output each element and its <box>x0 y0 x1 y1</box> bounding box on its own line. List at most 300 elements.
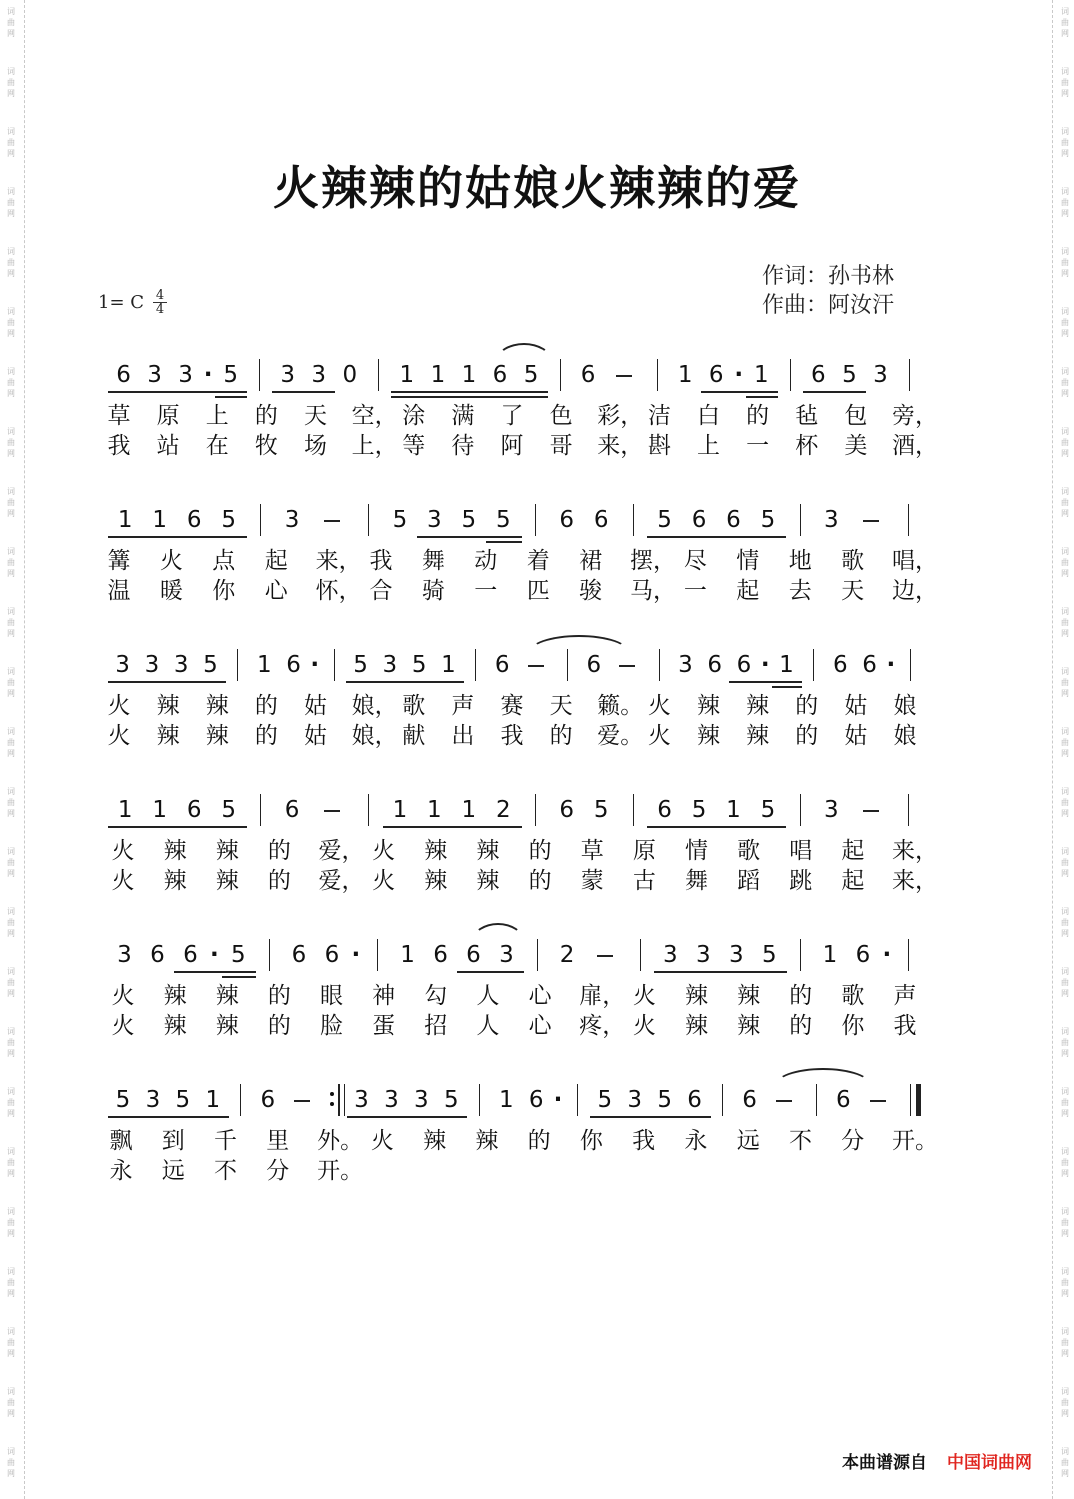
note-6: 6 <box>855 942 871 968</box>
lyric-syllable: 起 <box>841 868 865 894</box>
note-5: 5 <box>115 1087 131 1113</box>
watermark-char: 词 <box>1061 967 1069 976</box>
lyrics-verse-1 <box>0 836 1074 866</box>
note-3: 3 <box>354 1087 369 1113</box>
watermark-char: 网 <box>7 629 15 638</box>
watermark-char: 曲 <box>1061 258 1069 267</box>
watermark-char: 曲 <box>1061 1278 1069 1287</box>
lyric-syllable: 的 <box>528 838 552 864</box>
lyrics-verse-2 <box>0 1011 1074 1041</box>
lyric-syllable: 你 <box>212 578 236 604</box>
note-3: 3 <box>117 942 132 968</box>
lyric-syllable: 起 <box>841 838 865 864</box>
lyric-syllable: 娘， <box>351 693 398 719</box>
lyric-syllable: 扉， <box>579 983 626 1009</box>
lyric-syllable: 原 <box>632 838 656 864</box>
lyric-syllable: 的 <box>795 693 819 719</box>
augmentation-dot: · <box>210 942 219 968</box>
note-5: 5 <box>203 652 218 678</box>
note-5: 5 <box>597 1087 613 1113</box>
watermark-char: 曲 <box>7 798 15 807</box>
note-5: 5 <box>411 652 427 678</box>
watermark-char: 词 <box>7 607 15 616</box>
watermark-char: 词 <box>7 547 15 556</box>
lyric-syllable: 情 <box>684 838 708 864</box>
lyric-syllable: 我 <box>107 433 131 459</box>
lyricist-name: 孙书林 <box>828 264 895 289</box>
note-3: 3 <box>427 507 442 533</box>
watermark-char: 词 <box>1061 1267 1069 1276</box>
lyric-syllable: 我 <box>632 1128 656 1154</box>
lyricist-credit <box>762 262 894 291</box>
lyric-syllable: 裙 <box>579 548 603 574</box>
song-title: 火辣辣的姑娘火辣辣的爱 <box>273 161 801 215</box>
lyric-syllable: 彩， <box>597 403 644 429</box>
note-6: 6 <box>559 797 575 823</box>
lyric-syllable: 辣 <box>684 1013 708 1039</box>
note-1: 1 <box>498 1087 514 1113</box>
note-3: 3 <box>499 942 514 968</box>
watermark-char: 曲 <box>1061 738 1069 747</box>
watermark-char: 网 <box>7 449 15 458</box>
watermark-char: 曲 <box>1061 798 1069 807</box>
watermark-mark-left-20 <box>3 1206 19 1239</box>
lyric-syllable: 脸 <box>320 1013 344 1039</box>
watermark-char: 词 <box>7 187 15 196</box>
lyric-syllable: 篝 <box>107 548 131 574</box>
watermark-char: 曲 <box>1061 978 1069 987</box>
lyric-syllable: 在 <box>205 433 229 459</box>
note-1: 1 <box>779 652 794 678</box>
slur <box>528 635 630 653</box>
note-0: 0 <box>342 362 358 388</box>
watermark-char: 曲 <box>1061 1398 1069 1407</box>
lyric-syllable: 斟 <box>647 433 671 459</box>
watermark-char: 曲 <box>7 1038 15 1047</box>
lyric-syllable: 心 <box>528 1013 552 1039</box>
source-footer <box>842 1448 1032 1473</box>
note-6: 6 <box>284 797 300 823</box>
watermark-char: 网 <box>1061 689 1069 698</box>
lyric-syllable: 出 <box>451 723 475 749</box>
slur <box>774 1068 872 1086</box>
lyric-syllable: 姑 <box>304 723 327 749</box>
duration-underline <box>746 396 778 398</box>
watermark-char: 词 <box>7 1207 15 1216</box>
time-signature <box>150 289 170 316</box>
watermark-char: 词 <box>1061 1027 1069 1036</box>
watermark-char: 词 <box>1061 727 1069 736</box>
watermark-mark-right-1 <box>1057 66 1073 99</box>
watermark-char: 词 <box>1061 127 1069 136</box>
duration-underline <box>215 396 247 398</box>
watermark-char: 网 <box>1061 749 1069 758</box>
lyric-syllable: 辣 <box>215 868 239 894</box>
watermark-mark-left-5 <box>3 306 19 339</box>
barline <box>259 359 260 391</box>
lyric-syllable: 去 <box>788 578 812 604</box>
note-3: 3 <box>178 362 193 388</box>
note-3: 3 <box>145 1087 161 1113</box>
note-6: 6 <box>494 652 510 678</box>
watermark-char: 词 <box>1061 247 1069 256</box>
barline <box>633 504 634 536</box>
watermark-char: 网 <box>1061 149 1069 158</box>
lyric-syllable: 远 <box>736 1128 760 1154</box>
lyrics-verse-2 <box>0 431 1074 461</box>
source-label: 本曲谱源自 <box>842 1453 927 1473</box>
note-3: 3 <box>824 797 839 823</box>
watermark-char: 曲 <box>1061 18 1069 27</box>
notation-row <box>0 935 1074 975</box>
final-barline <box>916 1084 921 1116</box>
note-6: 6 <box>492 362 508 388</box>
lyric-syllable: 情 <box>736 548 760 574</box>
note-6: 6 <box>528 1087 544 1113</box>
sustain-dash <box>863 810 879 812</box>
augmentation-dot: · <box>203 362 213 388</box>
watermark-char: 网 <box>1061 1289 1069 1298</box>
barline <box>577 1084 578 1116</box>
note-5: 5 <box>691 797 707 823</box>
note-6: 6 <box>742 1087 757 1113</box>
barline <box>377 939 378 971</box>
credits <box>762 262 894 320</box>
watermark-char: 网 <box>7 989 15 998</box>
note-6: 6 <box>260 1087 276 1113</box>
watermark-char: 词 <box>1061 907 1069 916</box>
note-5: 5 <box>461 507 477 533</box>
barline <box>560 359 561 391</box>
watermark-char: 网 <box>1061 569 1069 578</box>
watermark-mark-left-23 <box>3 1386 19 1419</box>
barline <box>368 504 369 536</box>
watermark-char: 网 <box>1061 449 1069 458</box>
barline <box>368 794 369 826</box>
lyric-syllable: 姑 <box>844 723 868 749</box>
note-5: 5 <box>760 797 776 823</box>
lyric-syllable: 杯 <box>795 433 819 459</box>
lyric-syllable: 心 <box>264 578 288 604</box>
lyric-syllable: 火 <box>632 1013 656 1039</box>
lyric-syllable: 辣 <box>205 723 229 749</box>
lyric-syllable: 声 <box>893 983 917 1009</box>
lyric-syllable: 辣 <box>424 868 448 894</box>
lyric-syllable: 火 <box>111 868 135 894</box>
lyric-syllable: 包 <box>844 403 868 429</box>
lyric-syllable: 站 <box>156 433 180 459</box>
lyric-syllable: 点 <box>212 548 236 574</box>
barline <box>813 649 814 681</box>
note-6: 6 <box>183 942 198 968</box>
watermark-char: 网 <box>7 329 15 338</box>
watermark-char: 词 <box>7 487 15 496</box>
lyric-syllable: 空， <box>351 403 398 429</box>
lyric-syllable: 唱 <box>789 838 813 864</box>
lyric-syllable: 辣 <box>746 693 770 719</box>
note-6: 6 <box>835 1087 851 1113</box>
lyric-syllable: 分 <box>841 1128 865 1154</box>
lyric-syllable: 的 <box>267 1013 291 1039</box>
watermark-mark-left-24 <box>3 1446 19 1479</box>
watermark-char: 曲 <box>1061 1158 1069 1167</box>
watermark-mark-right-5 <box>1057 306 1073 339</box>
watermark-char: 曲 <box>1061 558 1069 567</box>
watermark-char: 网 <box>7 1049 15 1058</box>
lyric-syllable: 辣 <box>423 1128 447 1154</box>
watermark-char: 词 <box>1061 307 1069 316</box>
sustain-dash <box>528 665 544 667</box>
note-6: 6 <box>116 362 131 388</box>
watermark-char: 词 <box>1061 547 1069 556</box>
lyric-syllable: 辣 <box>205 693 229 719</box>
note-6: 6 <box>580 362 596 388</box>
watermark-char: 词 <box>1061 7 1069 16</box>
watermark-char: 网 <box>1061 1409 1069 1418</box>
watermark-char: 曲 <box>1061 1098 1069 1107</box>
watermark-char: 词 <box>1061 187 1069 196</box>
lyric-syllable: 我 <box>893 1013 917 1039</box>
note-3: 3 <box>384 1087 399 1113</box>
watermark-char: 网 <box>7 749 15 758</box>
lyric-syllable: 动 <box>474 548 498 574</box>
lyric-syllable: 天 <box>841 578 865 604</box>
lyric-syllable: 色 <box>549 403 573 429</box>
lyric-syllable: 草 <box>580 838 604 864</box>
lyric-syllable: 辣 <box>697 693 720 719</box>
watermark-char: 词 <box>1061 787 1069 796</box>
watermark-char: 网 <box>7 1469 15 1478</box>
watermark-char: 词 <box>7 727 15 736</box>
watermark-mark-left-10 <box>3 606 19 639</box>
watermark-char: 词 <box>7 1147 15 1156</box>
lyric-syllable: 你 <box>579 1128 603 1154</box>
watermark-char: 曲 <box>1061 198 1069 207</box>
watermark-char: 网 <box>7 509 15 518</box>
note-1: 1 <box>822 942 838 968</box>
lyric-syllable: 的 <box>549 723 573 749</box>
augmentation-dot: · <box>886 652 896 678</box>
lyric-syllable: 到 <box>161 1128 185 1154</box>
lyric-syllable: 火 <box>111 1013 135 1039</box>
note-1: 1 <box>427 797 442 823</box>
note-6: 6 <box>286 652 301 678</box>
watermark-char: 曲 <box>1061 618 1069 627</box>
lyric-syllable: 赛 <box>500 693 524 719</box>
note-1: 1 <box>256 652 272 678</box>
note-5: 5 <box>353 652 368 678</box>
note-1: 1 <box>400 942 415 968</box>
lyric-syllable: 火 <box>372 838 396 864</box>
notation-row <box>0 790 1074 830</box>
note-3: 3 <box>115 652 130 678</box>
barline <box>640 939 641 971</box>
sustain-dash <box>597 955 613 957</box>
lyric-syllable: 千 <box>214 1128 238 1154</box>
slur <box>496 343 552 361</box>
lyric-syllable: 辣 <box>697 723 720 749</box>
watermark-char: 曲 <box>7 198 15 207</box>
lyric-syllable: 娘 <box>893 723 917 749</box>
watermark-mark-right-10 <box>1057 606 1073 639</box>
lyric-syllable: 娘， <box>351 723 398 749</box>
lyric-syllable: 里 <box>266 1128 290 1154</box>
lyric-syllable: 美 <box>844 433 868 459</box>
lyrics-verse-1 <box>0 981 1074 1011</box>
time-signature-numerator: 4 <box>153 289 167 303</box>
note-5: 5 <box>657 1087 672 1113</box>
watermark-char: 网 <box>7 1169 15 1178</box>
note-3: 3 <box>173 652 189 678</box>
barline <box>269 939 270 971</box>
duration-underline <box>453 396 485 398</box>
note-3: 3 <box>678 652 693 678</box>
lyrics-verse-1 <box>0 1126 1074 1156</box>
source-site-link[interactable]: 中国词曲网 <box>947 1453 1032 1473</box>
watermark-mark-right-24 <box>1057 1446 1073 1479</box>
barline <box>800 939 801 971</box>
lyric-syllable: 马， <box>630 578 676 604</box>
lyric-syllable: 的 <box>528 868 552 894</box>
barline <box>909 359 910 391</box>
lyric-syllable: 外。 <box>317 1128 364 1154</box>
watermark-mark-left-0 <box>3 6 19 39</box>
note-6: 6 <box>811 362 826 388</box>
lyric-syllable: 原 <box>156 403 180 429</box>
lyric-syllable: 歌 <box>402 693 426 719</box>
lyrics-verse-2 <box>0 866 1074 896</box>
lyric-syllable: 辣 <box>737 983 761 1009</box>
duration-underline <box>486 541 521 543</box>
watermark-char: 曲 <box>1061 138 1069 147</box>
watermark-char: 词 <box>1061 1447 1069 1456</box>
watermark-char: 词 <box>7 1267 15 1276</box>
lyric-syllable: 不 <box>214 1158 238 1184</box>
lyric-syllable: 不 <box>788 1128 812 1154</box>
lyric-syllable: 天 <box>304 403 327 429</box>
lyric-syllable: 献 <box>402 723 426 749</box>
lyric-syllable: 姑 <box>304 693 327 719</box>
lyrics-verse-2 <box>0 576 1074 606</box>
watermark-char: 词 <box>7 1027 15 1036</box>
lyric-syllable: 的 <box>254 693 278 719</box>
note-6: 6 <box>832 652 848 678</box>
barline <box>537 939 538 971</box>
lyric-syllable: 人 <box>476 1013 500 1039</box>
lyric-syllable: 籁。 <box>597 693 644 719</box>
note-6: 6 <box>708 362 724 388</box>
lyric-syllable: 来， <box>597 433 644 459</box>
watermark-char: 网 <box>1061 1049 1069 1058</box>
lyrics-verse-1 <box>0 691 1074 721</box>
watermark-mark-left-21 <box>3 1266 19 1299</box>
lyric-syllable: 阿 <box>500 433 524 459</box>
watermark-char: 曲 <box>7 498 15 507</box>
watermark-mark-left-4 <box>3 246 19 279</box>
augmentation-dot: · <box>553 1087 563 1113</box>
watermark-char: 网 <box>7 1349 15 1358</box>
note-3: 3 <box>873 362 888 388</box>
lyric-syllable: 尽 <box>683 548 707 574</box>
note-6: 6 <box>150 942 165 968</box>
augmentation-dot: · <box>734 362 744 388</box>
barline <box>816 1084 817 1116</box>
barline <box>479 1084 480 1116</box>
barline <box>237 649 238 681</box>
lyric-syllable: 的 <box>789 1013 813 1039</box>
watermark-char: 网 <box>1061 929 1069 938</box>
note-3: 3 <box>414 1087 429 1113</box>
watermark-char: 曲 <box>7 18 15 27</box>
note-5: 5 <box>842 362 857 388</box>
barline <box>908 939 909 971</box>
barline <box>908 794 909 826</box>
lyric-syllable: 我 <box>369 548 393 574</box>
watermark-mark-left-1 <box>3 66 19 99</box>
watermark-char: 网 <box>7 209 15 218</box>
lyric-syllable: 辣 <box>475 1128 499 1154</box>
lyric-syllable: 旁， <box>892 403 938 429</box>
time-signature-denominator: 4 <box>155 302 165 317</box>
watermark-char: 曲 <box>7 1218 15 1227</box>
lyric-syllable: 白 <box>697 403 720 429</box>
notation-row <box>0 1080 1074 1120</box>
watermark-char: 曲 <box>7 918 15 927</box>
notation-row <box>0 500 1074 540</box>
note-6: 6 <box>291 942 307 968</box>
lyric-syllable: 一 <box>683 578 707 604</box>
note-3: 3 <box>824 507 839 533</box>
watermark-char: 曲 <box>7 1398 15 1407</box>
lyric-syllable: 火 <box>632 983 656 1009</box>
barline <box>790 359 791 391</box>
lyric-syllable: 辣 <box>163 838 187 864</box>
lyric-syllable: 永 <box>684 1128 708 1154</box>
watermark-char: 曲 <box>7 1338 15 1347</box>
lyric-syllable: 等 <box>402 433 426 459</box>
lyric-syllable: 的 <box>254 403 278 429</box>
lyric-syllable: 来， <box>892 868 938 894</box>
composer-name: 阿汝汗 <box>828 293 895 318</box>
note-6: 6 <box>657 797 672 823</box>
watermark-char: 网 <box>7 1109 15 1118</box>
watermark-char: 曲 <box>7 1458 15 1467</box>
repeat-end-barline <box>338 1084 340 1116</box>
barline <box>535 794 536 826</box>
watermark-char: 词 <box>7 1087 15 1096</box>
lyric-syllable: 辣 <box>746 723 770 749</box>
lyric-syllable: 的 <box>527 1128 551 1154</box>
watermark-char: 词 <box>1061 1087 1069 1096</box>
watermark-char: 曲 <box>7 378 15 387</box>
lyric-syllable: 辣 <box>163 983 187 1009</box>
watermark-char: 网 <box>1061 389 1069 398</box>
repeat-dots <box>330 1086 334 1112</box>
lyric-syllable: 上 <box>205 403 229 429</box>
barline <box>535 504 536 536</box>
note-1: 1 <box>117 797 133 823</box>
lyric-syllable: 蹈 <box>737 868 761 894</box>
note-5: 5 <box>223 362 238 388</box>
watermark-char: 词 <box>7 847 15 856</box>
watermark-char: 词 <box>7 667 15 676</box>
watermark-char: 网 <box>1061 1349 1069 1358</box>
duration-underline <box>422 396 454 398</box>
watermark-char: 曲 <box>7 1158 15 1167</box>
watermark-char: 词 <box>1061 67 1069 76</box>
lyric-syllable: 我 <box>500 723 524 749</box>
sustain-dash <box>863 520 879 522</box>
